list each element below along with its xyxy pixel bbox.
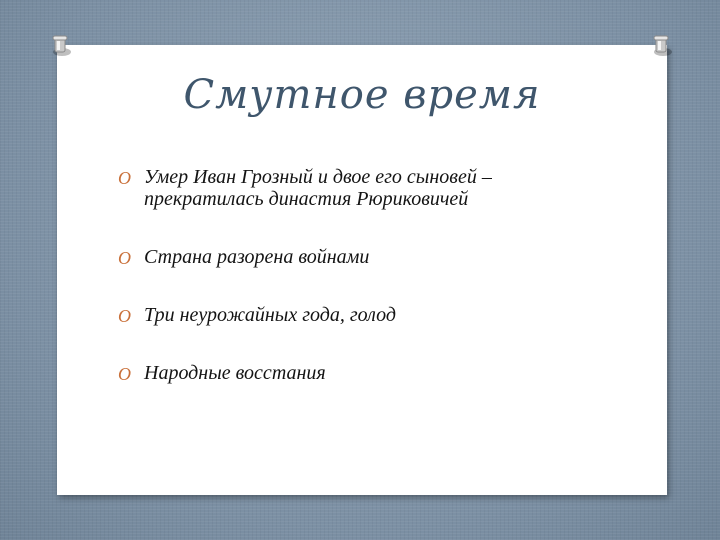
pushpin-icon <box>47 33 73 59</box>
bullet-marker-icon: O <box>118 364 131 384</box>
slide-title: Смутное время <box>183 72 541 118</box>
bullet-text: Умер Иван Грозный и двое его сыновей – прекратилась династия Рюриковичей <box>144 166 492 210</box>
bullet-marker-icon: O <box>118 306 131 326</box>
list-item <box>118 166 588 210</box>
bullet-text: Три неурожайных года, голод <box>144 304 397 326</box>
bullet-marker-icon: O <box>118 168 131 188</box>
bullet-list <box>118 166 588 384</box>
bullet-text: Народные восстания <box>144 362 326 384</box>
bullet-marker-icon: O <box>118 248 131 268</box>
pushpin-icon <box>648 33 674 59</box>
list-item <box>118 246 588 268</box>
list-item <box>118 304 588 326</box>
bullet-text: Страна разорена войнами <box>144 246 370 268</box>
list-item <box>118 362 588 384</box>
